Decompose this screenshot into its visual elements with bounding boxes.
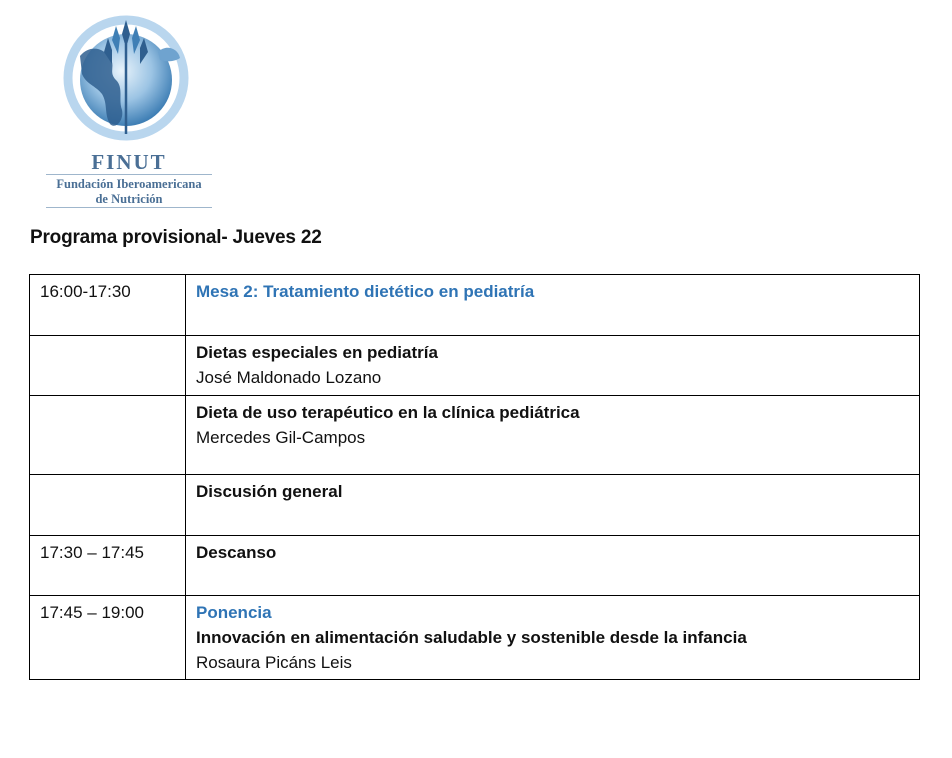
globe-wheat-emblem-icon xyxy=(62,14,196,148)
logo-name: FINUT xyxy=(91,150,167,174)
logo-divider xyxy=(46,174,212,175)
table-row xyxy=(30,275,920,336)
session-cell xyxy=(186,275,920,336)
time-cell xyxy=(30,336,186,396)
session-title: Mesa 2: Tratamiento dietético en pediatría xyxy=(196,282,535,301)
talk-title: Discusión general xyxy=(196,482,343,501)
time-cell: 16:00-17:30 xyxy=(30,275,186,336)
page-title: Programa provisional- Jueves 22 xyxy=(30,227,322,248)
logo-subtitle-line2: de Nutrición xyxy=(95,192,163,206)
session-cell xyxy=(186,396,920,475)
table-row xyxy=(30,336,920,396)
talk-title: Dieta de uso terapéutico en la clínica pediátrica xyxy=(196,403,580,422)
session-cell xyxy=(186,336,920,396)
time-cell xyxy=(30,475,186,536)
logo-divider-bottom xyxy=(46,207,212,208)
table-row xyxy=(30,396,920,475)
time-cell: 17:45 – 19:00 xyxy=(30,596,186,680)
table-row xyxy=(30,596,920,680)
table-row xyxy=(30,536,920,596)
talk-title: Dietas especiales en pediatría xyxy=(196,343,438,362)
speaker-name: José Maldonado Lozano xyxy=(196,368,382,387)
program-table xyxy=(29,274,920,680)
session-cell xyxy=(186,536,920,596)
logo-subtitle-line1: Fundación Iberoamericana xyxy=(56,177,202,191)
finut-logo xyxy=(40,14,218,210)
session-cell xyxy=(186,596,920,680)
table-row xyxy=(30,475,920,536)
speaker-name: Mercedes Gil-Campos xyxy=(196,428,366,447)
time-cell: 17:30 – 17:45 xyxy=(30,536,186,596)
time-cell xyxy=(30,396,186,475)
break-title: Descanso xyxy=(196,543,277,562)
session-cell xyxy=(186,475,920,536)
session-label: Ponencia xyxy=(196,603,272,622)
speaker-name: Rosaura Picáns Leis xyxy=(196,653,352,672)
talk-title: Innovación en alimentación saludable y sostenible desde la infancia xyxy=(196,628,747,647)
